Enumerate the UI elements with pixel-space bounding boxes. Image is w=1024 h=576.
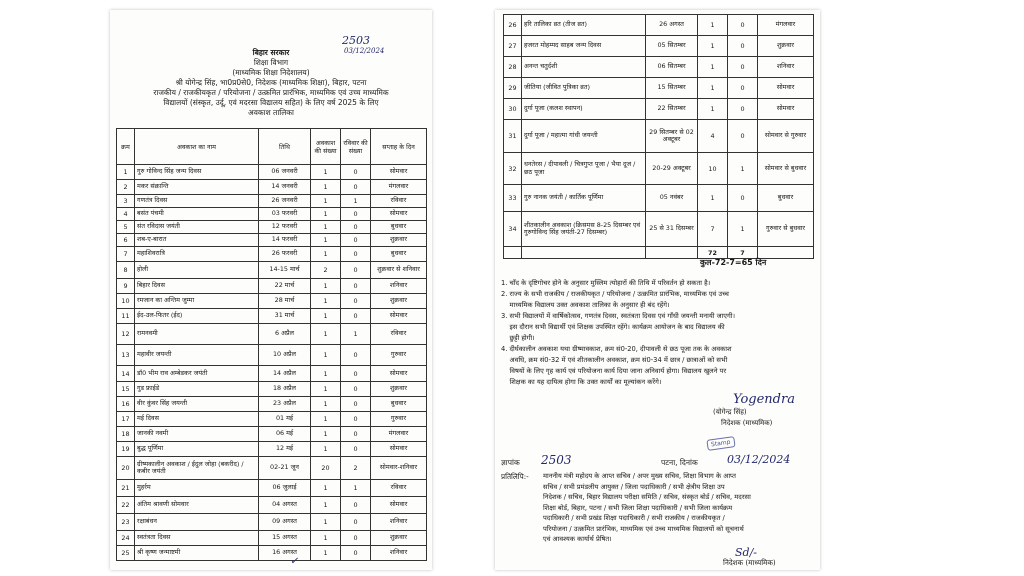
table-cell: शुक्रवार — [371, 531, 427, 546]
table-row — [117, 165, 427, 180]
table-cell: 06 मई — [259, 427, 311, 442]
copy-line: सचिव / सभी प्रमंडलीय आयुक्त / जिला पदाधिकारी / सभी क्षेत्रीय शिक्षा उप — [543, 482, 725, 491]
header-line: अवकाश तालिका — [247, 108, 295, 117]
signature: Yogendra — [733, 392, 795, 407]
table-cell: 1 — [311, 294, 341, 309]
table-cell: बिहार दिवस — [135, 279, 259, 294]
header-line: (माध्यमिक शिक्षा निदेशालय) — [232, 68, 310, 77]
table-cell: 6 — [117, 234, 135, 247]
table-cell: 05 नवंबर — [646, 185, 698, 212]
table-cell: 6 अप्रैल — [259, 324, 311, 345]
table-cell: जीतिया (जीवित पुत्रिका व्रत) — [522, 78, 646, 99]
header-line: राजकीय / राजकीयकृत / परियोजना / उत्क्रमित प्रारंभिक, माध्यमिक एवं उच्च माध्यमिक — [153, 88, 389, 97]
table-cell: बुधवार — [371, 247, 427, 262]
table-cell: सोमवार — [758, 78, 814, 99]
copy-line: परियोजना / उत्क्रमित प्रारंभिक, माध्यमिक एवं उच्च माध्यमिक विद्यालयों को सूचनार्थ — [543, 524, 744, 533]
table-cell: 7 — [117, 247, 135, 262]
table-cell: स्वतंत्रता दिवस — [135, 531, 259, 546]
table-row — [117, 480, 427, 497]
table-cell: शुक्रवार — [758, 36, 814, 57]
table-cell: 0 — [341, 366, 371, 382]
table-row — [504, 212, 814, 247]
table-cell: 26 अगस्त — [646, 15, 698, 36]
table-cell: 0 — [341, 279, 371, 294]
table-cell: 1 — [311, 497, 341, 514]
table-cell: 06 जुलाई — [259, 480, 311, 497]
table-cell: अनन्त चतुर्दशी — [522, 57, 646, 78]
table-cell: शनिवार — [371, 514, 427, 531]
table-cell: 1 — [311, 382, 341, 397]
table-cell: हजरत मोहम्मद साहब जन्म दिवस — [522, 36, 646, 57]
table-cell: 22 — [117, 497, 135, 514]
table-cell: 1 — [698, 57, 728, 78]
table-cell: 1 — [341, 324, 371, 345]
table-cell: 17 — [117, 412, 135, 427]
empty-cell — [758, 247, 814, 259]
table-row — [117, 208, 427, 221]
table-cell: 11 — [117, 309, 135, 324]
table-row — [504, 153, 814, 185]
holiday-table-part-2 — [503, 14, 814, 259]
table-cell: 1 — [311, 279, 341, 294]
table-cell: संत रविदास जयंती — [135, 221, 259, 234]
copy-line: एवं आवश्यक कार्यार्थ प्रेषित। — [543, 535, 612, 543]
table-cell: शनिवार — [758, 57, 814, 78]
table-cell: मंगलवार — [371, 180, 427, 195]
table-cell: 0 — [341, 397, 371, 412]
table-cell: सोमवार — [758, 99, 814, 120]
table-cell: 1 — [341, 195, 371, 208]
table-cell: सोमवार से गुरुवार — [758, 120, 814, 153]
table-cell: 06 जनवरी — [259, 165, 311, 180]
table-cell: 14 — [117, 366, 135, 382]
table-cell: सोमवार से बुधवार — [758, 153, 814, 185]
note-line: 2. राज्य के सभी राजकीय / राजकीयकृत / परियोजना / उत्क्रमित प्रारंभिक, माध्यमिक एवं उच्च — [501, 290, 729, 298]
table-row — [117, 427, 427, 442]
table-row — [504, 15, 814, 36]
table-cell: गुरुवार — [371, 345, 427, 366]
table-cell: 1 — [728, 153, 758, 185]
table-row — [117, 546, 427, 561]
table-cell: 27 — [504, 36, 522, 57]
table-cell: 5 — [117, 221, 135, 234]
table-row — [117, 221, 427, 234]
table-cell: बुद्ध पूर्णिमा — [135, 442, 259, 457]
table-cell: 1 — [311, 324, 341, 345]
table-row — [117, 309, 427, 324]
note-line: विषयों के लिए गृह कार्य एवं परियोजना कार्य दिया जाना अनिवार्य होगा। विद्यालय खुलने पर — [501, 367, 727, 375]
column-header: क्रम — [117, 129, 135, 165]
table-cell: 0 — [728, 99, 758, 120]
table-row — [117, 345, 427, 366]
note-line: अवधि, क्रम सं0-32 में एवं शीतकालीन अवकाश, क्रम सं0-34 में छात्र / छात्राओं को सभी — [501, 356, 728, 364]
table-cell: 32 — [504, 153, 522, 185]
table-cell: 1 — [698, 99, 728, 120]
table-cell: शनिवार — [371, 279, 427, 294]
table-cell: 06 सितम्बर — [646, 57, 698, 78]
table-cell: 1 — [311, 165, 341, 180]
table-row — [504, 57, 814, 78]
table-cell: 0 — [341, 427, 371, 442]
table-cell: 15 सितम्बर — [646, 78, 698, 99]
table-cell: मंगलवार — [371, 427, 427, 442]
table-cell: सोमवार — [371, 497, 427, 514]
table-cell: 12 फरवरी — [259, 221, 311, 234]
table-cell: 33 — [504, 185, 522, 212]
table-cell: 14 फरवरी — [259, 234, 311, 247]
table-cell: गुरु गोविन्द सिंह जन्म दिवस — [135, 165, 259, 180]
table-row — [504, 99, 814, 120]
table-cell: ईद-उल-फितर (ईद) — [135, 309, 259, 324]
table-cell: 24 — [117, 531, 135, 546]
table-cell: 3 — [117, 195, 135, 208]
table-cell: 18 — [117, 427, 135, 442]
table-cell: गणतंत्र दिवस — [135, 195, 259, 208]
total-cell: 7 — [728, 247, 758, 259]
table-cell: सोमवार — [371, 442, 427, 457]
note-line: छुट्टी होगी। — [501, 334, 535, 342]
table-cell: 1 — [698, 15, 728, 36]
table-cell: 0 — [341, 247, 371, 262]
table-cell: 0 — [341, 382, 371, 397]
table-cell: 14-15 मार्च — [259, 262, 311, 279]
table-cell: शनिवार — [371, 546, 427, 561]
table-cell: सोमवार-शनिवार — [371, 457, 427, 480]
column-header: तिथि — [259, 129, 311, 165]
table-row — [117, 397, 427, 412]
table-cell: महावीर जयन्ती — [135, 345, 259, 366]
table-cell: 2 — [311, 262, 341, 279]
note-line: माध्यमिक विद्यालय उक्त अवकाश तालिका के अनुसार ही बंद रहेंगे। — [501, 301, 670, 309]
table-row — [117, 247, 427, 262]
table-cell: रविवार — [371, 324, 427, 345]
table-cell: 1 — [311, 480, 341, 497]
copy-line: पदाधिकारी / सभी प्रखंड शिक्षा पदाधिकारी / सभी राजकीय / राजकीयकृत / — [543, 514, 725, 522]
place-date-label: पटना, दिनांक — [661, 458, 698, 467]
table-cell: 28 मार्च — [259, 294, 311, 309]
table-cell: बुधवार — [758, 185, 814, 212]
table-cell: 0 — [341, 514, 371, 531]
table-cell: रक्षाबंधन — [135, 514, 259, 531]
table-row — [117, 366, 427, 382]
header-line: शिक्षा विभाग — [253, 58, 289, 67]
table-cell: डॉ0 भीम राव अम्बेडकर जयंती — [135, 366, 259, 382]
table-cell: 0 — [341, 345, 371, 366]
table-cell: 1 — [117, 165, 135, 180]
table-cell: गुरुवार से बुधवार — [758, 212, 814, 247]
table-cell: ग्रीष्मकालीन अवकाश / ईदुल जोहा (बकरीद) / कबीर जयंती — [135, 457, 259, 480]
table-cell: 0 — [341, 208, 371, 221]
table-row — [504, 36, 814, 57]
table-cell: 20-29 अक्टूबर — [646, 153, 698, 185]
table-row — [117, 234, 427, 247]
table-cell: 30 — [504, 99, 522, 120]
table-row — [504, 185, 814, 212]
totals-row — [504, 247, 814, 259]
table-cell: 22 मार्च — [259, 279, 311, 294]
table-cell: 0 — [728, 57, 758, 78]
table-cell: 05 सितम्बर — [646, 36, 698, 57]
table-cell: सोमवार — [371, 366, 427, 382]
table-cell: 1 — [311, 514, 341, 531]
total-cell: 72 — [698, 247, 728, 259]
table-cell: 13 — [117, 345, 135, 366]
table-cell: 2 — [117, 180, 135, 195]
table-cell: 0 — [341, 165, 371, 180]
table-cell: 1 — [311, 180, 341, 195]
table-cell: शुक्रवार — [371, 382, 427, 397]
table-cell: 1 — [311, 412, 341, 427]
copy-line: निदेशक / सचिव, बिहार विद्यालय परीक्षा समिति / सचिव, संस्कृत बोर्ड / सचिव, मदरसा — [543, 493, 751, 501]
table-cell: 15 अगस्त — [259, 531, 311, 546]
table-cell: 02-21 जून — [259, 457, 311, 480]
document-page-left — [110, 10, 432, 570]
holiday-table-part-1 — [116, 128, 427, 561]
table-cell: शुक्रवार से शनिवार — [371, 262, 427, 279]
memo-date: 03/12/2024 — [727, 453, 791, 466]
table-row — [117, 412, 427, 427]
memo-label: ज्ञापांक — [501, 458, 520, 467]
table-cell: रविवार — [371, 195, 427, 208]
table-cell: 1 — [311, 234, 341, 247]
table-cell: सोमवार — [371, 165, 427, 180]
table-cell: रमजान का अन्तिम जुम्मा — [135, 294, 259, 309]
document-page-right — [495, 10, 820, 570]
table-cell: 09 अगस्त — [259, 514, 311, 531]
table-cell: 1 — [311, 208, 341, 221]
table-cell: 23 अप्रैल — [259, 397, 311, 412]
table-row — [117, 442, 427, 457]
footer-signature: Sd/- — [735, 546, 757, 559]
table-cell: श्री कृष्ण जन्माष्टमी — [135, 546, 259, 561]
column-header: अवकाश की संख्या — [311, 129, 341, 165]
table-cell: धनतेरस / दीपावली / चित्रगुप्त पूजा / भैया दूज / छठ पूजा — [522, 153, 646, 185]
table-cell: मंगलवार — [758, 15, 814, 36]
table-cell: जानकी नवमी — [135, 427, 259, 442]
table-row — [117, 531, 427, 546]
table-cell: 0 — [341, 262, 371, 279]
table-cell: 04 अगस्त — [259, 497, 311, 514]
table-cell: 0 — [341, 294, 371, 309]
table-cell: 10 अप्रैल — [259, 345, 311, 366]
table-cell: 1 — [311, 221, 341, 234]
table-cell: 0 — [728, 36, 758, 57]
table-cell: 1 — [311, 309, 341, 324]
table-cell: 22 सितम्बर — [646, 99, 698, 120]
table-cell: मकर संक्रान्ति — [135, 180, 259, 195]
table-cell: 20 — [311, 457, 341, 480]
table-cell: 21 — [117, 480, 135, 497]
table-row — [117, 279, 427, 294]
table-row — [117, 497, 427, 514]
empty-cell — [646, 247, 698, 259]
header-line: विद्यालयों (संस्कृत, उर्दू, एवं मदरसा विद्यालय सहित) के लिए वर्ष 2025 के लिए — [163, 98, 379, 107]
table-cell: 14 अप्रैल — [259, 366, 311, 382]
table-cell: वीर कुंवर सिंह जयन्ती — [135, 397, 259, 412]
table-cell: शुक्रवार — [371, 294, 427, 309]
table-cell: 18 अप्रैल — [259, 382, 311, 397]
total-days-summary: कुल-72-7=65 दिन — [700, 258, 767, 267]
table-cell: 23 — [117, 514, 135, 531]
note-line: 4. दीर्घकालीन अवकाश यथा ग्रीष्मावकाश, क्रम सं0-20, दीपावली से छठ पूजा तक के अवकाश — [501, 345, 732, 353]
header-line: श्री योगेन्द्र सिंह, भा0प्र0से0, निदेशक (माध्यमिक शिक्षा), बिहार, पटना — [175, 78, 367, 87]
copy-label: प्रतिलिपि:- — [501, 472, 529, 481]
table-cell: 01 मई — [259, 412, 311, 427]
table-cell: मई दिवस — [135, 412, 259, 427]
table-cell: गुरु नानक जयंती / कार्तिक पूर्णिमा — [522, 185, 646, 212]
handwritten-letter-date: 03/12/2024 — [344, 47, 385, 55]
note-line: 3. सभी विद्यालयों में वार्षिकोत्सव, गणतंत्र दिवस, स्वतंत्रता दिवस एवं गाँधी जयन्ती मनायी जाएगी। — [501, 312, 736, 320]
table-cell: 10 — [698, 153, 728, 185]
table-cell: शुक्रवार — [371, 234, 427, 247]
empty-cell — [522, 247, 646, 259]
header-line: बिहार सरकार — [252, 48, 290, 57]
table-cell: 0 — [341, 234, 371, 247]
table-row — [117, 514, 427, 531]
table-cell: 9 — [117, 279, 135, 294]
table-cell: सोमवार — [371, 309, 427, 324]
table-cell: 26 फरवरी — [259, 247, 311, 262]
table-cell: शब-ए-बारात — [135, 234, 259, 247]
signatory-name: (योगेन्द्र सिंह) — [713, 408, 747, 416]
column-header: रविवार की संख्या — [341, 129, 371, 165]
table-cell: 03 फरवरी — [259, 208, 311, 221]
table-cell: 4 — [698, 120, 728, 153]
table-cell: 0 — [341, 412, 371, 427]
column-header: सप्ताह के दिन — [371, 129, 427, 165]
table-cell: 1 — [311, 442, 341, 457]
table-cell: दुर्गा पूजा (कलश स्थापन) — [522, 99, 646, 120]
table-cell: 10 — [117, 294, 135, 309]
office-stamp: Stamp — [706, 436, 735, 451]
table-cell: 12 मई — [259, 442, 311, 457]
table-cell: 8 — [117, 262, 135, 279]
table-cell: 12 — [117, 324, 135, 345]
table-cell: 26 जनवरी — [259, 195, 311, 208]
table-cell: 20 — [117, 457, 135, 480]
table-cell: 31 — [504, 120, 522, 153]
table-cell: 1 — [728, 212, 758, 247]
table-cell: 16 — [117, 397, 135, 412]
table-row — [117, 324, 427, 345]
table-cell: अंतिम श्रावणी सोमवार — [135, 497, 259, 514]
table-cell: 14 जनवरी — [259, 180, 311, 195]
table-cell: 0 — [341, 442, 371, 457]
table-cell: दुर्गा पूजा / महात्मा गांधी जयन्ती — [522, 120, 646, 153]
table-cell: 26 — [504, 15, 522, 36]
table-row — [117, 382, 427, 397]
column-header: अवकाश का नाम — [135, 129, 259, 165]
table-cell: 34 — [504, 212, 522, 247]
copy-line: माननीय मंत्री महोदय के आप्त सचिव / अपर मुख्य सचिव, शिक्षा विभाग के आप्त — [543, 472, 736, 480]
table-cell: महाशिवरात्रि — [135, 247, 259, 262]
table-cell: 4 — [117, 208, 135, 221]
table-cell: 1 — [311, 531, 341, 546]
table-cell: रामनवमी — [135, 324, 259, 345]
table-cell: 16 अगस्त — [259, 546, 311, 561]
table-row — [117, 180, 427, 195]
table-cell: 1 — [698, 78, 728, 99]
table-cell: 1 — [341, 480, 371, 497]
table-cell: 15 — [117, 382, 135, 397]
table-cell: 0 — [341, 309, 371, 324]
table-cell: 1 — [311, 397, 341, 412]
table-cell: 7 — [698, 212, 728, 247]
table-cell: 29 सितम्बर से 02 अक्टूबर — [646, 120, 698, 153]
memo-number: 2503 — [541, 453, 572, 467]
table-cell: 0 — [728, 185, 758, 212]
table-cell: 1 — [311, 546, 341, 561]
table-cell: बुधवार — [371, 221, 427, 234]
table-cell: 19 — [117, 442, 135, 457]
table-cell: 1 — [698, 36, 728, 57]
table-row — [504, 120, 814, 153]
table-cell: 25 से 31 दिसम्बर — [646, 212, 698, 247]
table-cell: 0 — [341, 546, 371, 561]
table-cell: गुरुवार — [371, 412, 427, 427]
table-cell: 2 — [341, 457, 371, 480]
table-cell: 31 मार्च — [259, 309, 311, 324]
handwritten-letter-number: 2503 — [342, 34, 370, 47]
empty-cell — [504, 247, 522, 259]
table-cell: बसंत पंचमी — [135, 208, 259, 221]
table-row — [117, 262, 427, 279]
table-cell: रविवार — [371, 480, 427, 497]
table-cell: 0 — [341, 497, 371, 514]
signatory-designation: निदेशक (माध्यमिक) — [721, 419, 773, 427]
note-line: शिक्षक का यह दायित्व होगा कि उक्त कार्यों का मूल्यांकन करेंगे। — [501, 378, 662, 386]
table-cell: 29 — [504, 78, 522, 99]
table-cell: 1 — [311, 427, 341, 442]
table-cell: 1 — [311, 247, 341, 262]
table-cell: 1 — [311, 345, 341, 366]
note-line: इस दौरान सभी विद्यार्थी एवं शिक्षक उपस्थित रहेंगे। कार्यक्रम आयोजन के बाद विद्यालय की — [501, 323, 725, 331]
table-cell: शीतकालीन अवकाश (क्रिसमस 8-25 दिसम्बर एवं गुरुगोविन्द सिंह जयंती-27 दिसम्बर) — [522, 212, 646, 247]
table-cell: 28 — [504, 57, 522, 78]
table-cell: मुहर्रम — [135, 480, 259, 497]
table-cell: 1 — [311, 195, 341, 208]
table-cell: बुधवार — [371, 397, 427, 412]
table-cell: 0 — [728, 78, 758, 99]
table-cell: 25 — [117, 546, 135, 561]
table-cell: 0 — [728, 15, 758, 36]
copy-line: शिक्षा बोर्ड, बिहार, पटना / सभी जिला शिक्षा पदाधिकारी / सभी जिला कार्यक्रम — [543, 503, 733, 512]
table-cell: हरि तालिका व्रत (तीज व्रत) — [522, 15, 646, 36]
table-cell: सोमवार — [371, 208, 427, 221]
footer-designation: निदेशक (माध्यमिक) — [723, 558, 776, 567]
note-line: 1. चाँद के दृष्टिगोचर होने के अनुसार मुस्लिम त्योहारों की तिथि में परिवर्तन हो सकता है। — [501, 279, 711, 287]
table-row — [117, 294, 427, 309]
check-mark-icon: ✓ — [290, 556, 299, 567]
table-cell: 0 — [341, 531, 371, 546]
table-cell: गुड फ्राईडे — [135, 382, 259, 397]
table-row — [504, 78, 814, 99]
table-cell: 0 — [728, 120, 758, 153]
table-cell: 0 — [341, 221, 371, 234]
table-cell: 1 — [698, 185, 728, 212]
table-cell: 0 — [341, 180, 371, 195]
table-cell: होली — [135, 262, 259, 279]
table-cell: 1 — [311, 366, 341, 382]
table-row — [117, 195, 427, 208]
table-row — [117, 457, 427, 480]
